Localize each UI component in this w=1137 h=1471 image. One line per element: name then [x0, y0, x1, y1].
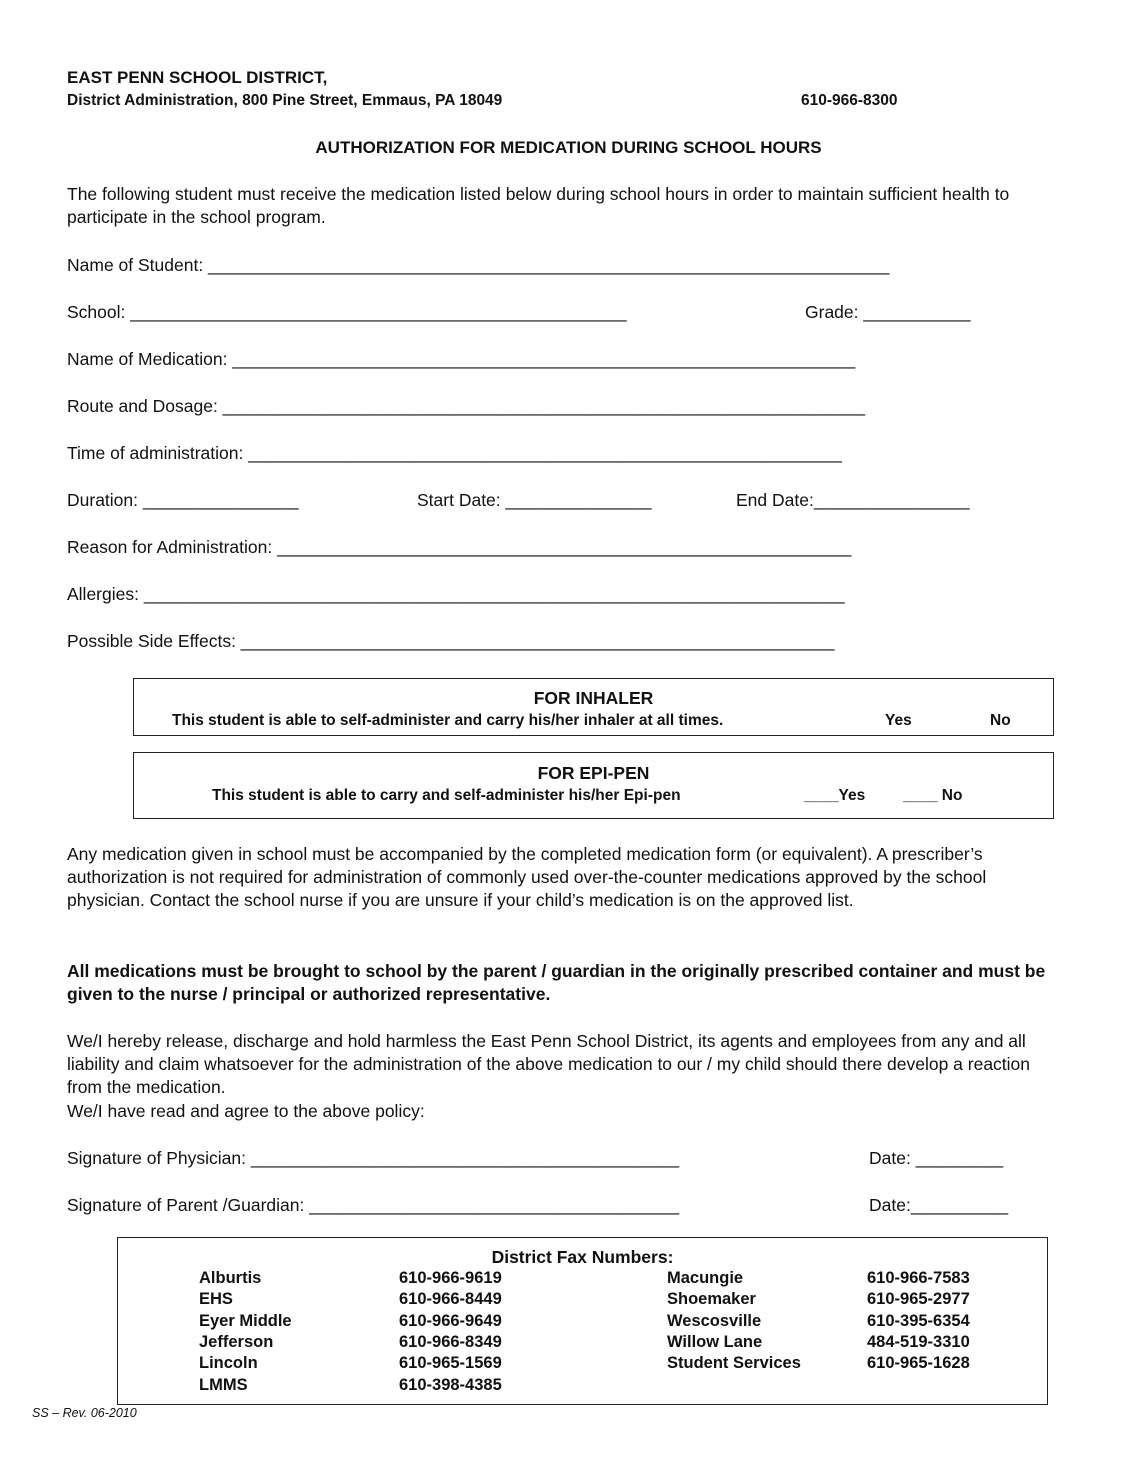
reason-field[interactable]: Reason for Administration: ___________________________________________________________ — [67, 537, 852, 557]
inhaler-statement: This student is able to self-administer and carry his/her inhaler at all times. — [172, 712, 724, 729]
district-name: EAST PENN SCHOOL DISTRICT, — [67, 68, 328, 87]
duration-field[interactable]: Duration: ________________ — [67, 490, 299, 510]
inhaler-box — [133, 678, 1054, 736]
release-paragraph: We/I hereby release, discharge and hold harmless the East Penn School District, its agents and employees from any and all liability and claim whatsoever for the administration of the above medication to our / my child should there develop a reaction from the medication. — [67, 1031, 1031, 1097]
inhaler-title: FOR INHALER — [533, 688, 654, 708]
fax-location-name: EHS — [199, 1290, 233, 1309]
school-field[interactable]: School: ___________________________________________________ — [67, 302, 627, 322]
inhaler-yes-option[interactable]: Yes — [885, 712, 912, 729]
fax-number: 610-965-2977 — [867, 1290, 970, 1309]
parent-date-field[interactable]: Date:__________ — [869, 1195, 1009, 1215]
fax-location-name: Macungie — [667, 1269, 744, 1287]
fax-location-name: Student Services — [667, 1354, 801, 1373]
fax-title: District Fax Numbers: — [491, 1247, 674, 1267]
fax-location-name: LMMS — [199, 1375, 248, 1394]
fax-number: 610-398-4385 — [399, 1375, 502, 1394]
form-title: AUTHORIZATION FOR MEDICATION DURING SCHOOL HOURS — [315, 138, 822, 157]
fax-number: 610-966-7583 — [867, 1269, 970, 1287]
fax-location-name: Lincoln — [199, 1354, 258, 1373]
fax-number: 610-966-9619 — [399, 1269, 502, 1287]
epipen-yes-option[interactable]: ____Yes — [804, 787, 866, 804]
route-dosage-field[interactable]: Route and Dosage: __________________________________________________________________ — [67, 396, 866, 416]
fax-numbers-box — [117, 1237, 1048, 1405]
medication-name-field[interactable]: Name of Medication: ________________________________________________________________ — [67, 349, 856, 369]
fax-location-name: Shoemaker — [667, 1290, 756, 1309]
start-date-field[interactable]: Start Date: _______________ — [417, 490, 652, 510]
revision-note: SS – Rev. 06-2010 — [32, 1406, 137, 1420]
fax-number: 610-966-9649 — [399, 1311, 502, 1330]
fax-number: 610-395-6354 — [867, 1311, 970, 1330]
end-date-field[interactable]: End Date:________________ — [736, 490, 970, 510]
fax-number: 610-966-8349 — [399, 1332, 502, 1351]
fax-number: 610-965-1569 — [399, 1354, 502, 1373]
district-phone: 610-966-8300 — [801, 92, 898, 109]
district-address: District Administration, 800 Pine Street, Emmaus, PA 18049 — [67, 92, 503, 109]
epipen-no-option[interactable]: ____ No — [903, 787, 963, 804]
student-name-field[interactable]: Name of Student: ______________________________________________________________________ — [67, 255, 890, 275]
allergies-field[interactable]: Allergies: ________________________________________________________________________ — [67, 584, 845, 604]
epipen-box — [133, 752, 1054, 819]
delivery-notice: All medications must be brought to school by the parent / guardian in the originally prescribed container and must be given to the nurse / principal or authorized representative. — [67, 961, 1046, 1004]
physician-date-field[interactable]: Date: _________ — [869, 1148, 1004, 1168]
side-effects-field[interactable]: Possible Side Effects: _____________________________________________________________ — [67, 631, 835, 651]
physician-signature-field[interactable]: Signature of Physician: ____________________________________________ — [67, 1148, 680, 1168]
parent-signature-field[interactable]: Signature of Parent /Guardian: ______________________________________ — [67, 1195, 680, 1215]
fax-number: 610-965-1628 — [867, 1354, 970, 1373]
fax-number: 484-519-3310 — [867, 1332, 970, 1351]
fax-location-name: Jefferson — [199, 1332, 274, 1351]
intro-text: The following student must receive the medication listed below during school hours in order to maintain sufficient health to participate in the school program. — [67, 184, 1010, 227]
epipen-title: FOR EPI-PEN — [537, 763, 650, 783]
otc-policy-paragraph: Any medication given in school must be accompanied by the completed medication form (or equivalent). A prescriber’s authorization is not required for administration of commonly used over-the-counter medications approved by the school physician. Contact the school nurse if you are unsure if your child’s medication is on the approved list. — [67, 844, 987, 910]
fax-location-name: Wescosville — [667, 1311, 762, 1330]
time-administration-field[interactable]: Time of administration: _____________________________________________________________ — [67, 443, 842, 463]
grade-field[interactable]: Grade: ___________ — [805, 302, 971, 322]
agree-statement: We/I have read and agree to the above policy: — [67, 1101, 425, 1121]
epipen-statement: This student is able to carry and self-administer his/her Epi-pen — [212, 787, 681, 804]
fax-location-name: Willow Lane — [667, 1332, 763, 1351]
fax-location-name: Alburtis — [199, 1269, 262, 1287]
inhaler-no-option[interactable]: No — [990, 712, 1011, 729]
fax-number: 610-966-8449 — [399, 1290, 502, 1309]
fax-location-name: Eyer Middle — [199, 1311, 292, 1330]
